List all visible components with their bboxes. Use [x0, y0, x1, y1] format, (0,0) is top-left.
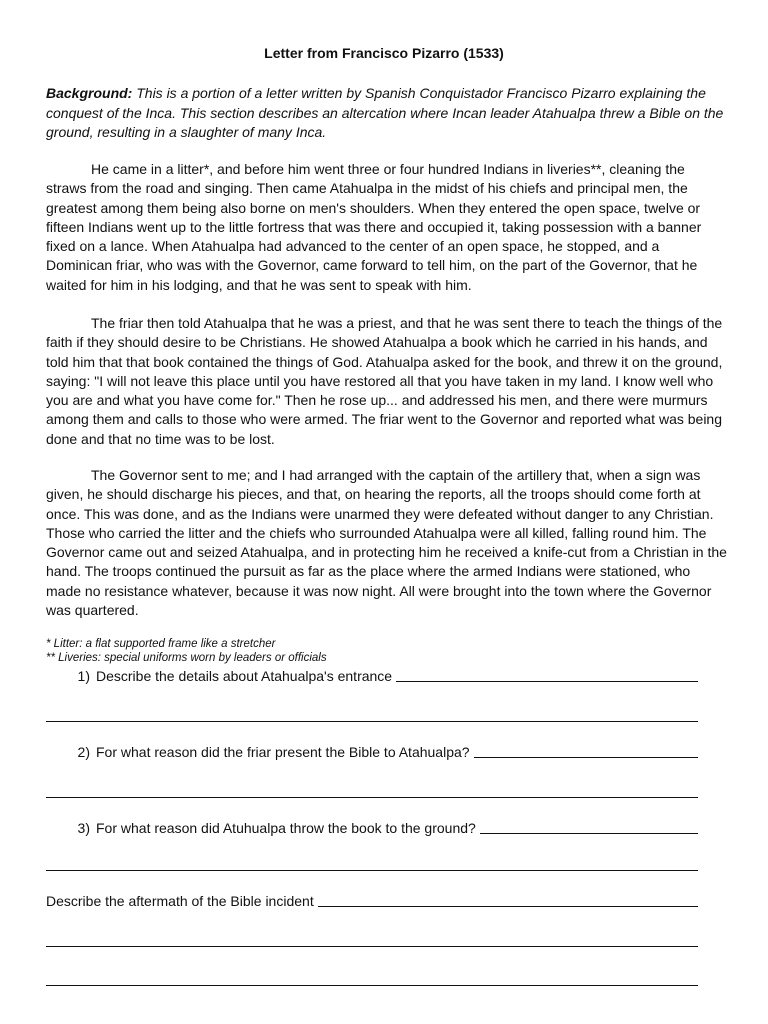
question-text: For what reason did Atuhualpa throw the book to the ground?	[96, 820, 476, 836]
answer-line[interactable]	[480, 819, 698, 834]
letter-paragraph-3: The Governor sent to me; and I had arranged with the captain of the artillery that, when a sign was given, he should discharge his pieces, and that, on hearing the reports, all the troops should come forth at once. This was done, and as the Indians were unarmed they were defeated without danger to any Christian. Those who carried the litter and the chiefs who surrounded Atahualpa were all killed, falling round him. The Governor came out and seized Atahualpa, and in protecting him he received a knife-cut from a Christian in the hand. The troops continued the pursuit as far as the place where the armed Indians were stationed, who made no resistance whatever, because it was now night. All were brought into the town where the Governor was quartered.	[46, 467, 727, 619]
question-4	[46, 892, 698, 910]
answer-line[interactable]	[474, 743, 698, 758]
background-label: Background:	[46, 85, 133, 101]
answer-line[interactable]	[396, 667, 698, 682]
answer-line[interactable]	[46, 721, 698, 722]
question-text: Describe the aftermath of the Bible incident	[46, 893, 314, 909]
question-text: Describe the details about Atahualpa's entrance	[96, 668, 393, 684]
letter-paragraph-2: The friar then told Atahualpa that he was a priest, and that he was sent there to teach the things of the faith if they should desire to be Christians. He showed Atahualpa a book which he carried in his hands, and told him that that book contained the things of God. Atahualpa asked for the book, and threw it on the ground, saying: "I will not leave this place until you have restored all that you have taken in my land. I know well who you are and what you have come for." Then he rose up... and addressed his men, and there were murmurs among them and calls to those who were armed. The friar went to the Governor and reported what was being done and that no time was to be lost.	[46, 315, 723, 447]
answer-line[interactable]	[46, 870, 698, 871]
background-paragraph	[46, 84, 726, 143]
question-3	[46, 819, 698, 837]
footnote-litter: * Litter: a flat supported frame like a stretcher	[46, 638, 276, 650]
background-text: This is a portion of a letter written by Spanish Conquistador Francisco Pizarro explaining the conquest of the Inca. This section describes an altercation where Incan leader Atahualpa threw a Bible on the ground, resulting in a slaughter of many Inca.	[46, 85, 724, 140]
answer-line[interactable]	[46, 946, 698, 947]
question-number: 3)	[77, 820, 90, 836]
footnote-liveries: ** Liveries: special uniforms worn by leaders or officials	[46, 651, 327, 664]
answer-line[interactable]	[318, 892, 698, 907]
question-1	[46, 667, 698, 685]
question-number: 2)	[77, 744, 90, 760]
question-number: 1)	[77, 668, 90, 684]
footnotes	[46, 638, 327, 665]
question-text: For what reason did the friar present the Bible to Atahualpa?	[96, 744, 470, 760]
answer-line[interactable]	[46, 797, 698, 798]
document-title: Letter from Francisco Pizarro (1533)	[264, 45, 504, 61]
question-2	[46, 743, 698, 761]
letter-paragraph-1: He came in a litter*, and before him went three or four hundred Indians in liveries**, cleaning the straws from the road and singing. Then came Atahualpa in the midst of his chiefs and principal men, the greatest among them being also borne on men's shoulders. When they entered the open space, twelve or fifteen Indians went up to the little fortress that was there and occupied it, taking possession with a banner fixed on a lance. When Atahualpa had advanced to the center of an open space, he stopped, and a Dominican friar, who was with the Governor, came forward to tell him, on the part of the Governor, that he waited for him in his lodging, and that he was sent to speak with him.	[46, 161, 702, 293]
answer-line[interactable]	[46, 985, 698, 986]
